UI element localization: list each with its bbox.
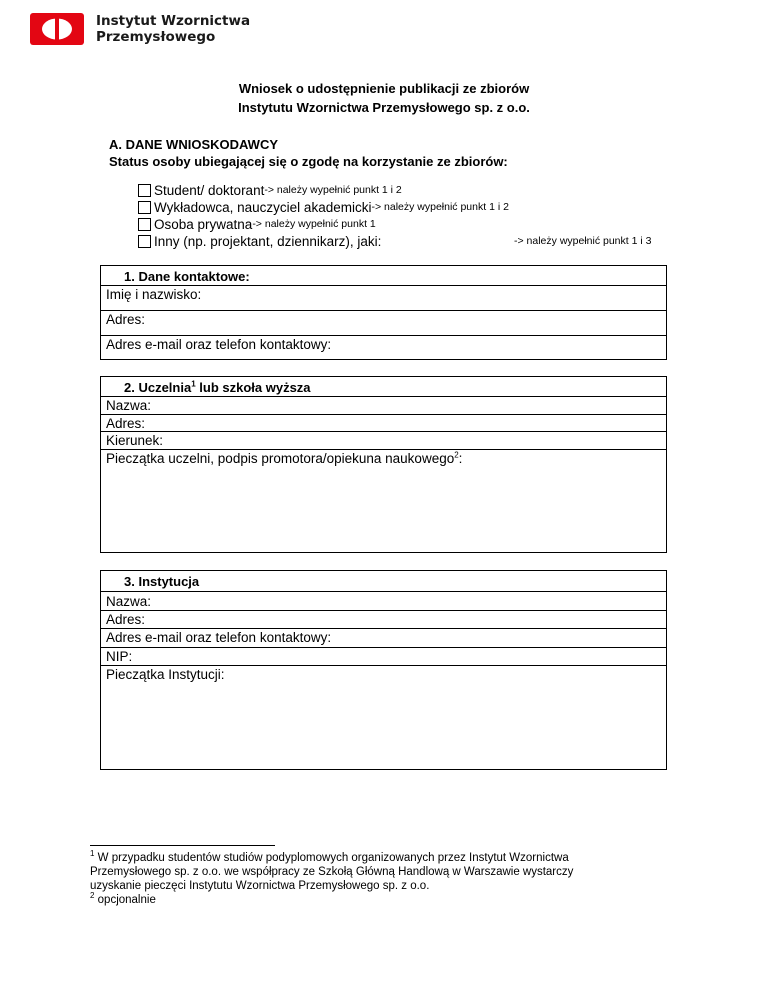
email-phone-field[interactable]: Adres e-mail oraz telefon kontaktowy: <box>106 337 332 352</box>
divider <box>100 396 667 397</box>
logo-text-line2: Przemysłowego <box>96 29 216 45</box>
section-1-heading: 1. Dane kontaktowe: <box>124 269 250 284</box>
address-field[interactable]: Adres: <box>106 312 146 327</box>
document-title-line2: Instytutu Wzornictwa Przemysłowego sp. z o.o. <box>238 100 530 115</box>
option-label: Wykładowca, nauczyciel akademicki <box>154 199 372 215</box>
status-option-private[interactable] <box>138 216 376 232</box>
section-3-heading: 3. Instytucja <box>124 574 200 589</box>
divider <box>100 335 667 336</box>
divider <box>100 414 667 415</box>
checkbox[interactable] <box>138 235 151 248</box>
institute-logo <box>30 13 84 45</box>
option-hint: -> należy wypełnić punkt 1 <box>252 218 376 230</box>
footnote-2: $^2$ opcjonalnie <box>90 891 156 906</box>
footnote-separator <box>90 845 275 846</box>
option-other-hint: -> należy wypełnić punkt 1 i 3 <box>514 235 652 247</box>
university-stamp-field[interactable]: Pieczątka uczelni, podpis promotora/opiekuna naukowego$^2$: <box>106 450 463 466</box>
footnote-1: $^1$ W przypadku studentów studiów podyplomowych organizowanych przez Instytut Wzornictwa Przemysłowego sp. z o.o. we współpracy ze Szkołą Główną Handlową w Warszawie wystarczy uzyskanie pieczęci Instytutu Wzornictwa Przemysłowego sp. z o.o. <box>90 849 574 892</box>
footnote-ref: 2 <box>454 450 459 460</box>
institution-email-phone-field[interactable]: Adres e-mail oraz telefon kontaktowy: <box>106 630 332 645</box>
institution-address-field[interactable]: Adres: <box>106 612 146 627</box>
divider <box>100 431 667 432</box>
divider <box>100 628 667 629</box>
divider <box>100 647 667 648</box>
divider <box>100 310 667 311</box>
status-option-other[interactable] <box>138 233 381 249</box>
divider <box>100 449 667 450</box>
section-a-subheading: Status osoby ubiegającej się o zgodę na korzystanie ze zbiorów: <box>109 154 508 169</box>
option-label: Inny (np. projektant, dziennikarz), jaki: <box>154 233 382 249</box>
status-option-student[interactable] <box>138 182 402 198</box>
divider <box>100 610 667 611</box>
checkbox[interactable] <box>138 201 151 214</box>
institution-name-field[interactable]: Nazwa: <box>106 594 152 609</box>
nip-field[interactable]: NIP: <box>106 649 133 664</box>
option-label: Student/ doktorant <box>154 182 265 198</box>
name-field[interactable]: Imię i nazwisko: <box>106 287 202 302</box>
status-option-lecturer[interactable] <box>138 199 509 215</box>
divider <box>100 591 667 592</box>
checkbox[interactable] <box>138 218 151 231</box>
checkbox[interactable] <box>138 184 151 197</box>
document-title-line1: Wniosek o udostępnienie publikacji ze zbiorów <box>238 81 530 96</box>
divider <box>100 665 667 666</box>
footnote-ref: 1 <box>191 379 196 389</box>
institution-stamp-field[interactable]: Pieczątka Instytucji: <box>106 667 225 682</box>
divider <box>100 285 667 286</box>
option-label: Osoba prywatna <box>154 216 253 232</box>
university-address-field[interactable]: Adres: <box>106 416 146 431</box>
section-2-heading: 2. Uczelnia$^1$ lub szkoła wyższa <box>124 379 311 395</box>
section-a-heading: A. DANE WNIOSKODAWCY <box>109 137 278 152</box>
option-hint: -> należy wypełnić punkt 1 i 2 <box>371 201 509 213</box>
major-field[interactable]: Kierunek: <box>106 433 164 448</box>
university-name-field[interactable]: Nazwa: <box>106 398 152 413</box>
option-hint: -> należy wypełnić punkt 1 i 2 <box>264 184 402 196</box>
logo-text-line1: Instytut Wzornictwa <box>96 13 251 29</box>
